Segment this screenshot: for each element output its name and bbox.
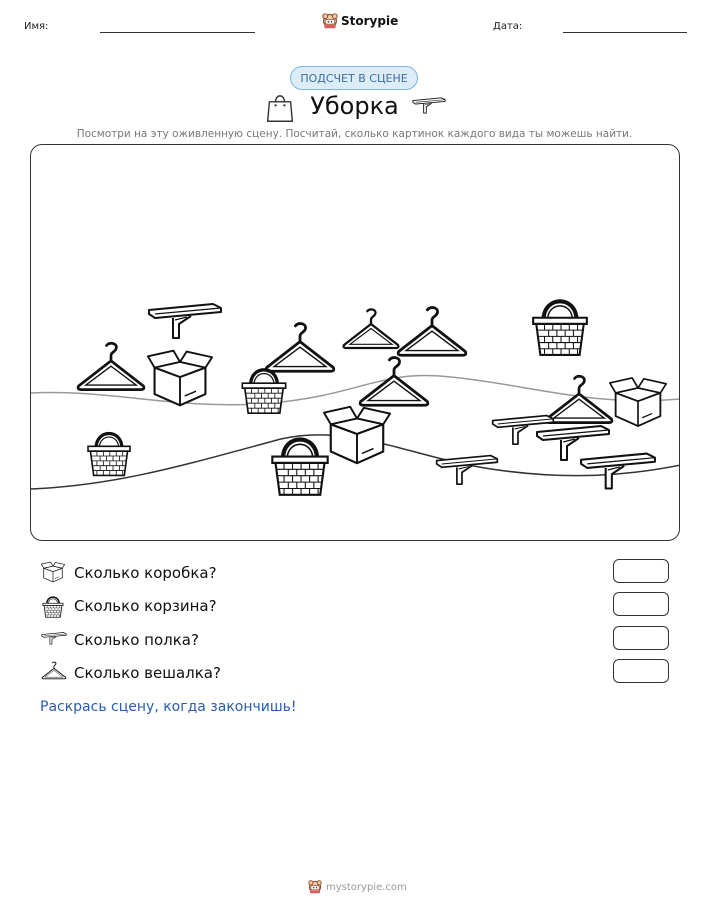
answer-box-hanger[interactable]	[613, 659, 669, 683]
basket-icon	[41, 594, 65, 618]
site-url[interactable]: mystorypie.com	[326, 882, 407, 893]
basket-3	[88, 433, 130, 475]
scene-illustration	[31, 145, 680, 541]
basket-1	[533, 301, 587, 355]
hanger-1	[78, 343, 144, 389]
hanger-2	[266, 324, 334, 372]
question-shelf: Сколько полка?	[74, 631, 199, 649]
brand-name: Storypie	[341, 14, 399, 28]
box-2	[324, 407, 390, 463]
hanger-3	[344, 309, 399, 348]
shelf-icon	[41, 630, 67, 646]
name-label: Имя:	[24, 21, 49, 32]
shelf-4	[437, 456, 498, 485]
question-basket: Сколько корзина?	[74, 597, 217, 615]
page-title: Уборка	[310, 92, 399, 120]
hanger-4	[398, 308, 466, 356]
answer-box-box[interactable]	[613, 559, 669, 583]
answer-box-shelf[interactable]	[613, 626, 669, 650]
coloring-note: Раскрась сцену, когда закончишь!	[40, 699, 297, 715]
basket-4	[272, 440, 327, 495]
footer-logo-icon	[308, 880, 322, 894]
date-label: Дата:	[493, 21, 523, 32]
activity-badge: ПОДСЧЕТ В СЦЕНЕ	[290, 66, 418, 90]
question-box: Сколько коробка?	[74, 564, 217, 582]
answer-box-basket[interactable]	[613, 592, 669, 616]
instructions: Посмотри на эту оживленную сцену. Посчитай, сколько картинок каждого вида ты можешь найти.	[76, 128, 633, 140]
hanger-5	[360, 358, 428, 406]
box-1	[148, 351, 212, 406]
brand-logo	[322, 13, 398, 29]
basket-2	[242, 370, 285, 413]
shelf-1	[149, 304, 221, 338]
box-icon	[41, 560, 65, 584]
name-field[interactable]	[100, 32, 255, 33]
question-hanger: Сколько вешалка?	[74, 664, 221, 682]
shelf-3	[537, 426, 609, 460]
storypie-logo-icon	[322, 13, 338, 29]
hanger-icon	[41, 661, 67, 681]
date-field[interactable]	[563, 32, 687, 33]
counting-scene	[30, 144, 680, 541]
box-3	[610, 378, 666, 426]
shelf-title-icon	[412, 96, 446, 114]
